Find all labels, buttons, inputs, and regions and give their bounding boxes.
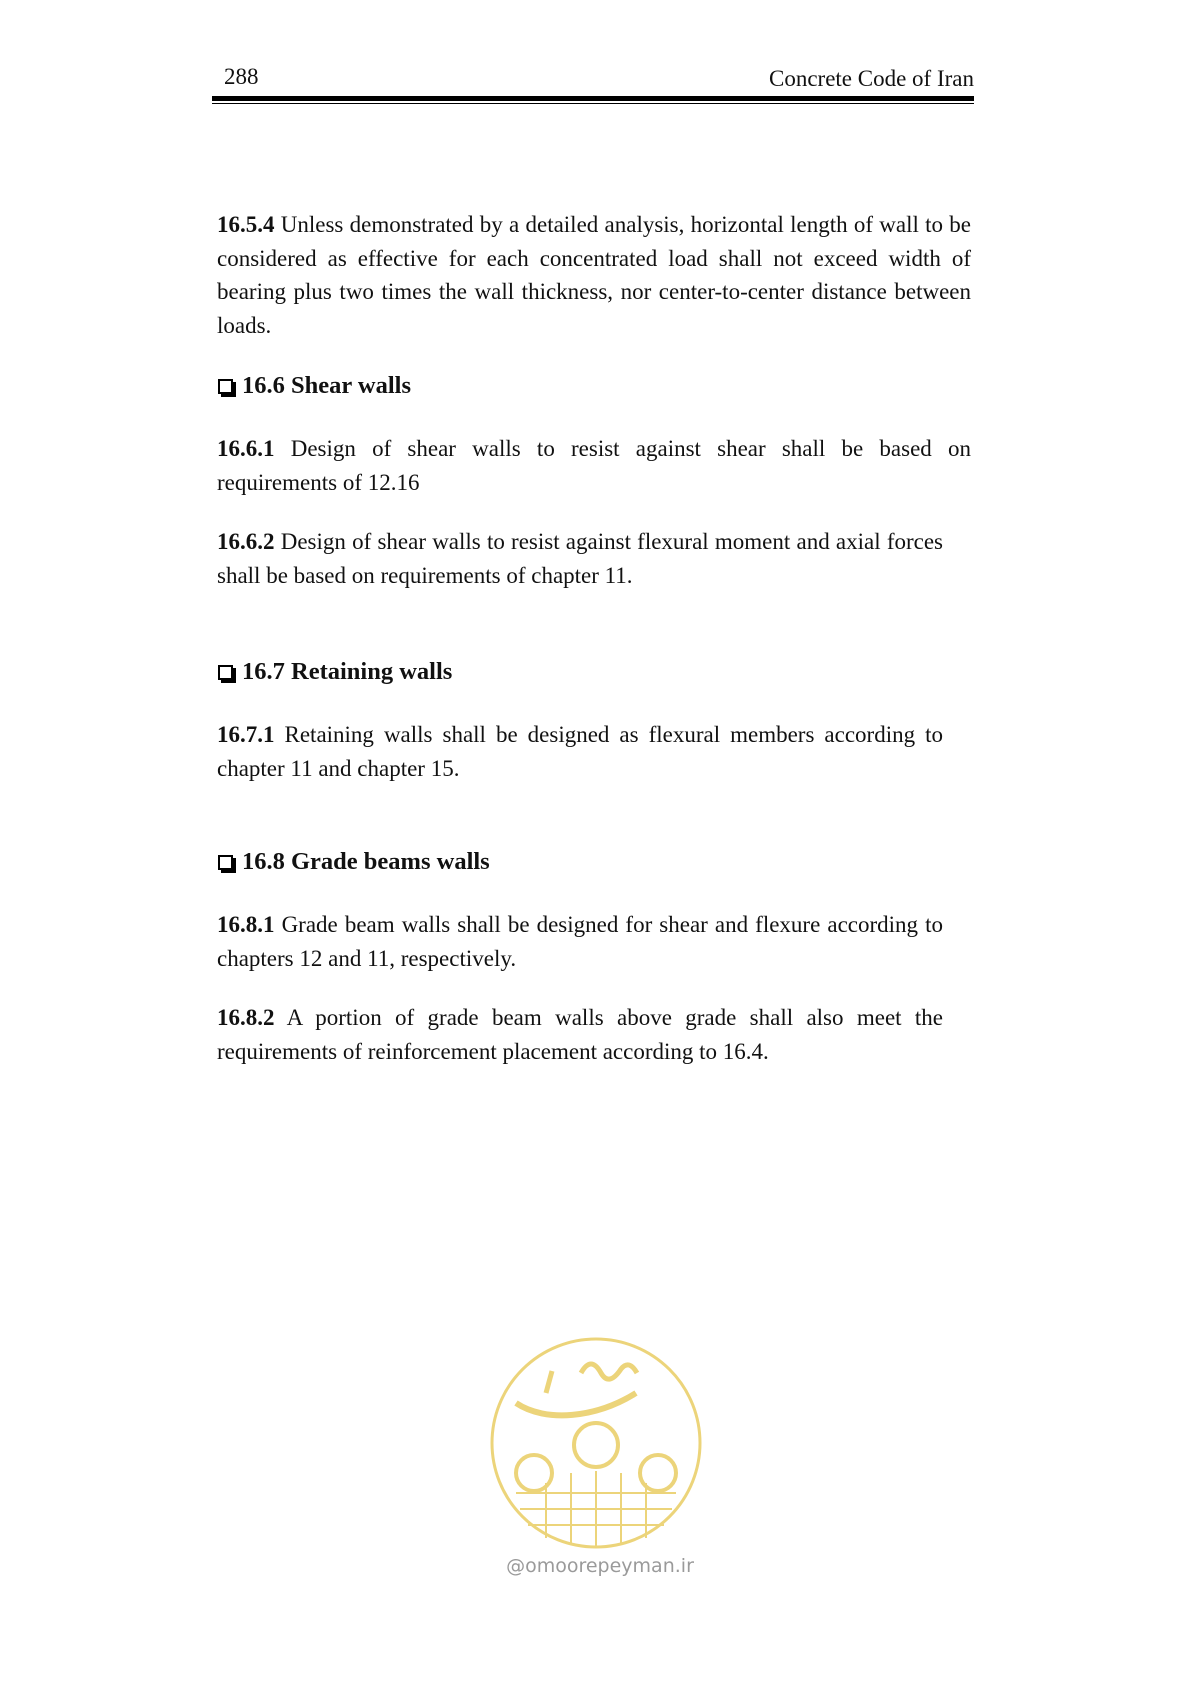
- page-number: 288: [224, 64, 259, 89]
- running-title: Concrete Code of Iran: [768, 66, 974, 91]
- checkbox-bullet-icon: [218, 665, 233, 680]
- paragraph-16-6-2: [217, 525, 943, 592]
- page-content: [217, 208, 971, 1068]
- watermark-caption: @omoorepeyman.ir: [506, 1555, 694, 1577]
- clause-text: Retaining walls shall be designed as flexural members according to chapter 11 and chapter 15.: [217, 722, 943, 781]
- paragraph-16-5-4: [217, 208, 971, 342]
- paragraph-16-8-2: [217, 1001, 943, 1068]
- clause-number: 16.8.2: [217, 1005, 275, 1030]
- clause-number: 16.6.1: [217, 436, 275, 461]
- checkbox-bullet-icon: [218, 855, 233, 870]
- heading-text: 16.8 Grade beams walls: [242, 848, 490, 875]
- clause-text: Grade beam walls shall be designed for shear and flexure according to chapters 12 and 11, respectively.: [217, 912, 943, 971]
- clause-text: Design of shear walls to resist against shear shall be based on requirements of 12.16: [217, 436, 971, 495]
- section-heading-16-6: [217, 372, 971, 400]
- watermark-logo-icon: [486, 1333, 706, 1553]
- checkbox-bullet-icon: [218, 379, 233, 394]
- clause-number: 16.7.1: [217, 722, 275, 747]
- header-rule-thin: [212, 103, 974, 104]
- clause-number: 16.6.2: [217, 529, 275, 554]
- clause-text: A portion of grade beam walls above grade shall also meet the requirements of reinforcement placement according to 16.4.: [217, 1005, 943, 1064]
- heading-text: 16.7 Retaining walls: [242, 658, 453, 685]
- header-rule-thick: [212, 96, 974, 101]
- paragraph-16-6-1: [217, 432, 971, 499]
- paragraph-16-8-1: [217, 908, 943, 975]
- clause-text: Unless demonstrated by a detailed analysis, horizontal length of wall to be considered as effective for each concentrated load shall not exceed width of bearing plus two times the wall thickness, nor center-to-center distance between loads.: [217, 212, 971, 338]
- heading-text: 16.6 Shear walls: [242, 372, 412, 399]
- clause-number: 16.5.4: [217, 212, 275, 237]
- clause-number: 16.8.1: [217, 912, 275, 937]
- section-heading-16-7: [217, 658, 971, 686]
- clause-text: Design of shear walls to resist against flexural moment and axial forces shall be based on requirements of chapter 11.: [217, 529, 943, 588]
- paragraph-16-7-1: [217, 718, 943, 785]
- section-heading-16-8: [217, 848, 971, 876]
